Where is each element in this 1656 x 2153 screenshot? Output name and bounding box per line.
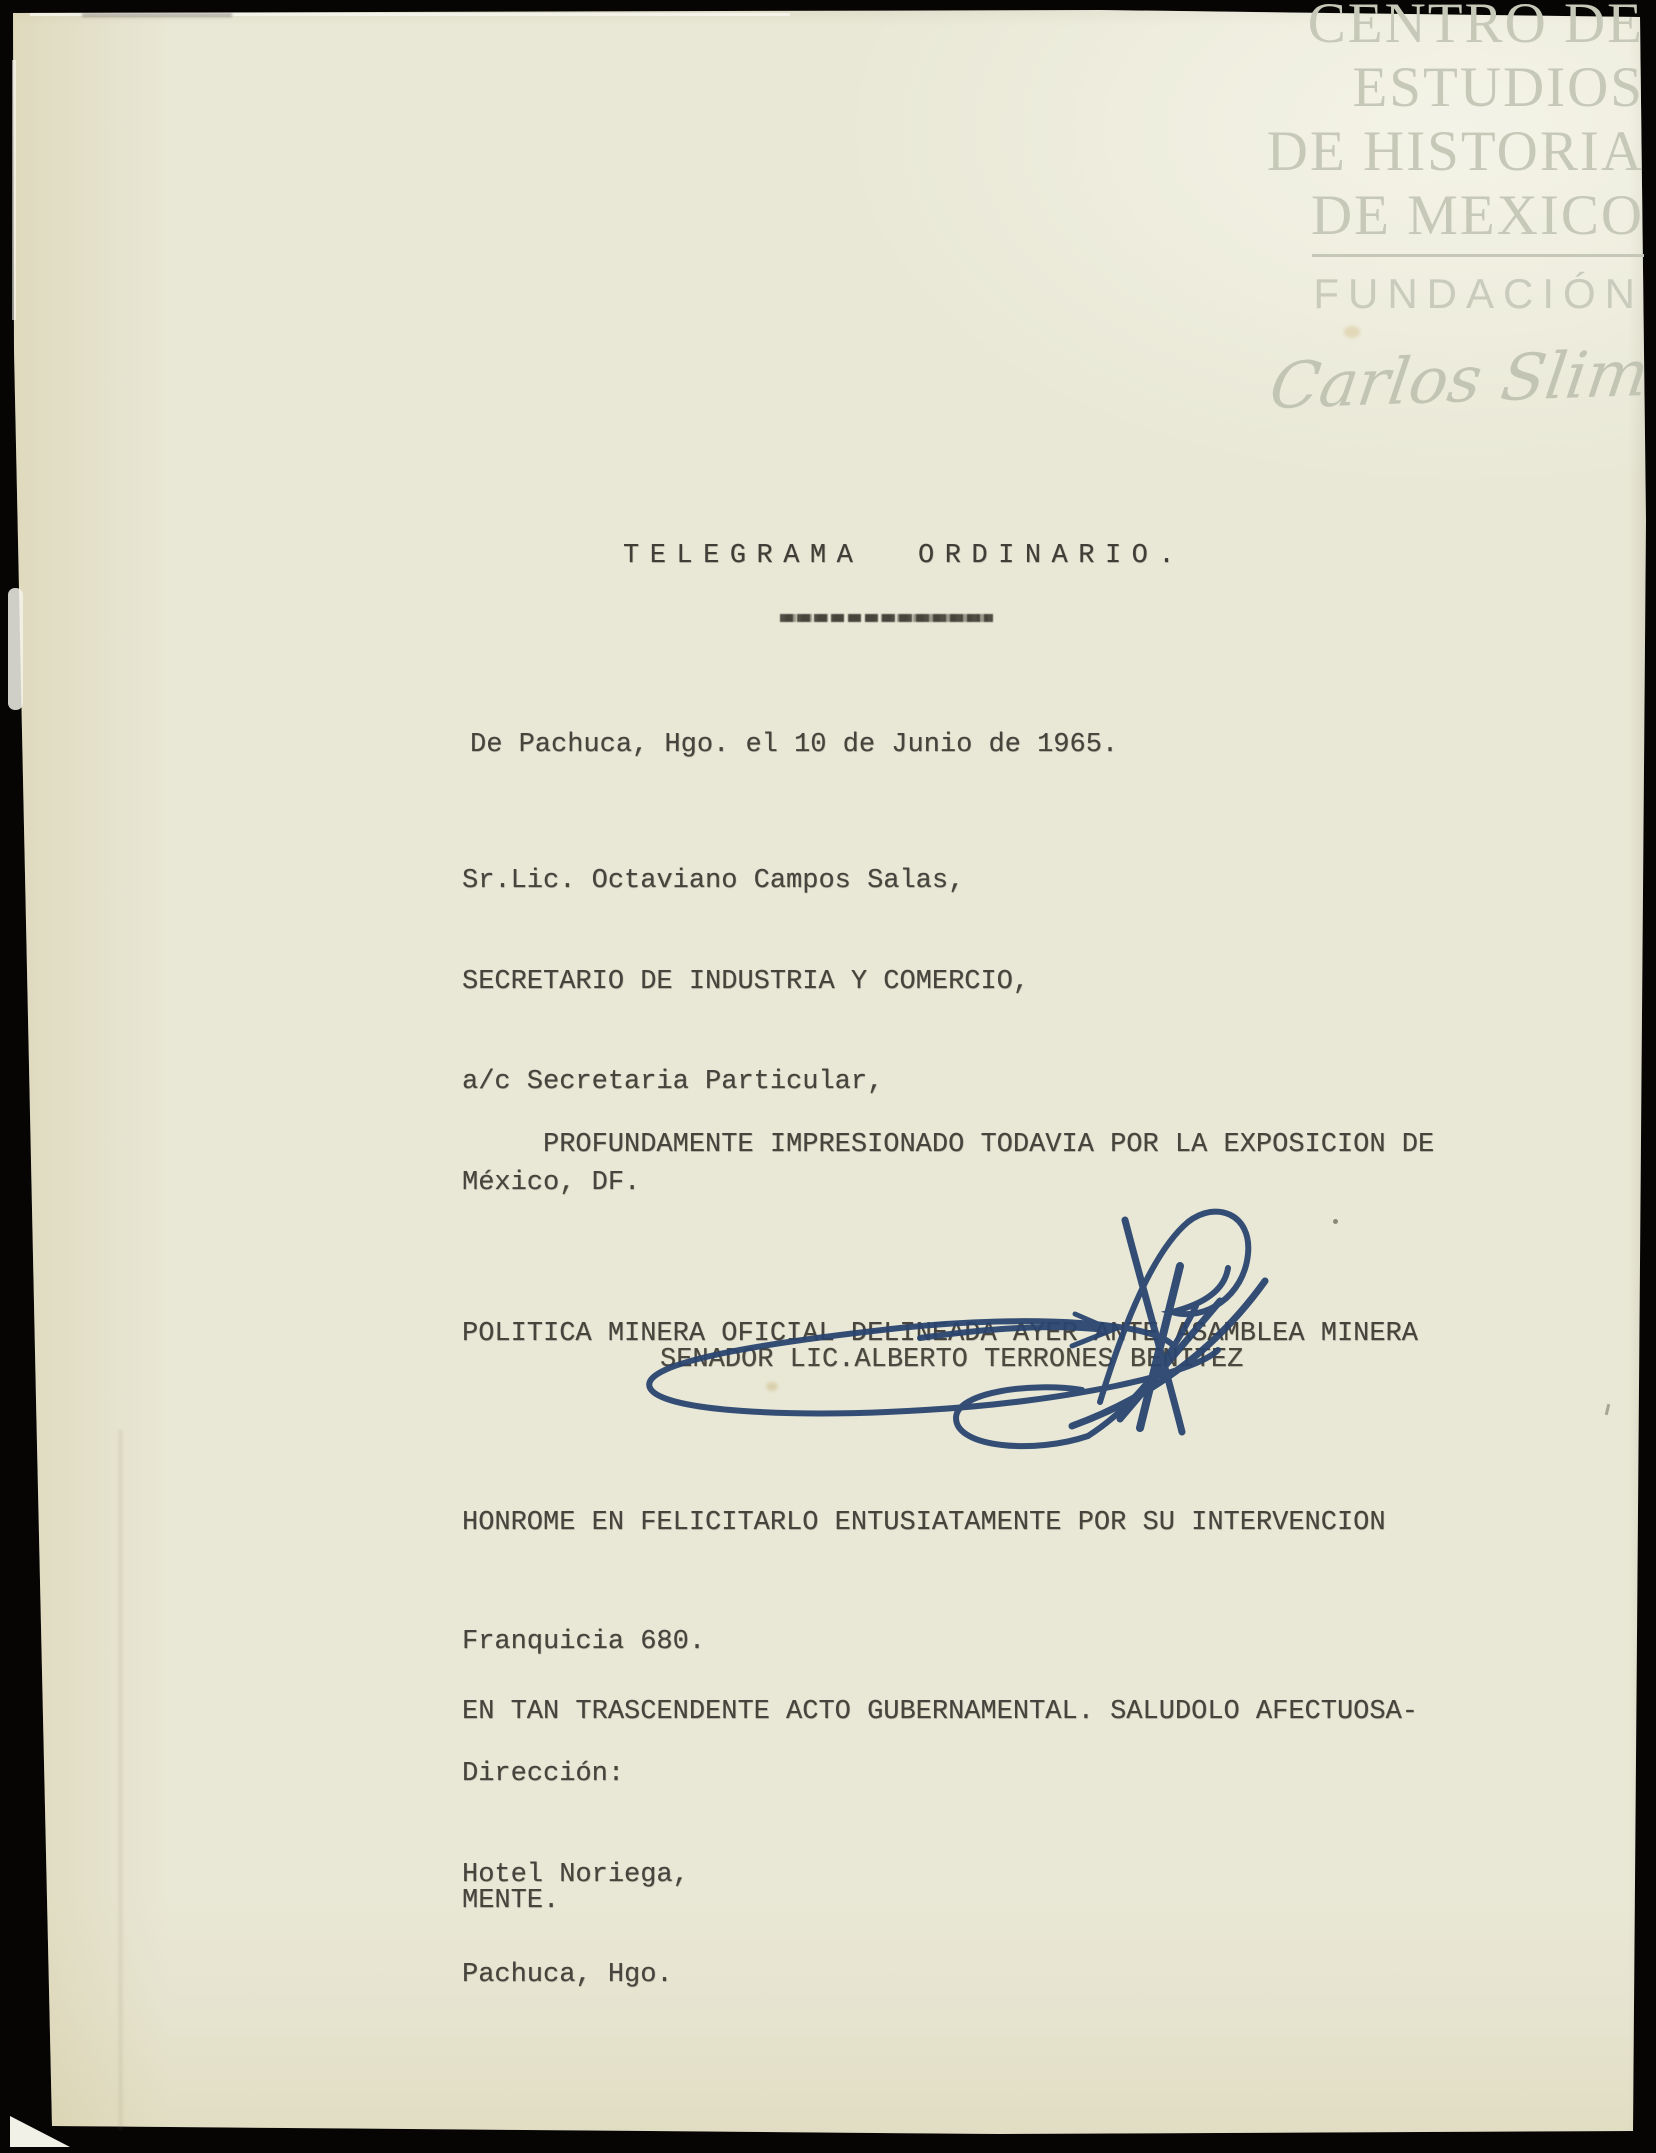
sender-typed-name: SENADOR LIC.ALBERTO TERRONES BENITEZ bbox=[660, 1345, 1244, 1375]
paper-stain bbox=[766, 1382, 778, 1391]
watermark-foundation-label: FUNDACIÓN bbox=[1313, 270, 1644, 317]
title-underline-dashes bbox=[780, 614, 993, 622]
address-city: Pachuca, Hgo. bbox=[462, 1960, 673, 1990]
address-label: Dirección: bbox=[462, 1759, 625, 1789]
telegram-title: TELEGRAMA ORDINARIO. bbox=[623, 541, 1186, 571]
sender-address-block bbox=[462, 1691, 689, 2060]
paper-edge-chip bbox=[8, 588, 23, 710]
watermark-line: DE HISTORIA bbox=[1266, 120, 1644, 183]
recipient-care-of: a/c Secretaria Particular, bbox=[462, 1067, 884, 1097]
recipient-city: México, DF. bbox=[462, 1167, 641, 1198]
body-line: POLITICA MINERA OFICIAL DELINEADA AYER ANTE ASAMBLEA MINERA bbox=[462, 1319, 1418, 1349]
body-line: PROFUNDAMENTE IMPRESIONADO TODAVIA POR LA EXPOSICION DE bbox=[543, 1130, 1435, 1160]
body-line: EN TAN TRASCENDENTE ACTO GUBERNAMENTAL. SALUDOLO AFECTUOSA- bbox=[462, 1697, 1418, 1727]
body-line: HONROME EN FELICITARLO ENTUSIATAMENTE POR SU INTERVENCION bbox=[462, 1508, 1386, 1538]
paper-top-tear bbox=[82, 13, 232, 17]
watermark-line: CENTRO DE bbox=[1307, 0, 1644, 55]
recipient-title: SECRETARIO DE INDUSTRIA Y COMERCIO, bbox=[462, 966, 1030, 997]
watermark-line: DE MEXICO bbox=[1310, 184, 1644, 247]
watermark-script-signature: Carlos Slim bbox=[1265, 337, 1654, 425]
signature-ink-flourish bbox=[620, 1206, 1310, 1451]
body-line: MENTE. bbox=[462, 1886, 560, 1916]
recipient-name: Sr.Lic. Octaviano Campos Salas, bbox=[462, 866, 965, 896]
address-hotel: Hotel Noriega, bbox=[462, 1859, 689, 1890]
paper-crease bbox=[119, 1430, 122, 2130]
paper-stain bbox=[1344, 326, 1360, 338]
watermark-line: ESTUDIOS bbox=[1352, 56, 1644, 119]
paper-left-edge-highlight bbox=[12, 60, 16, 320]
franchise-line: Franquicia 680. bbox=[462, 1627, 706, 1657]
ink-speck bbox=[1333, 1219, 1338, 1224]
telegram-dateline: De Pachuca, Hgo. el 10 de Junio de 1965. bbox=[470, 730, 1119, 760]
